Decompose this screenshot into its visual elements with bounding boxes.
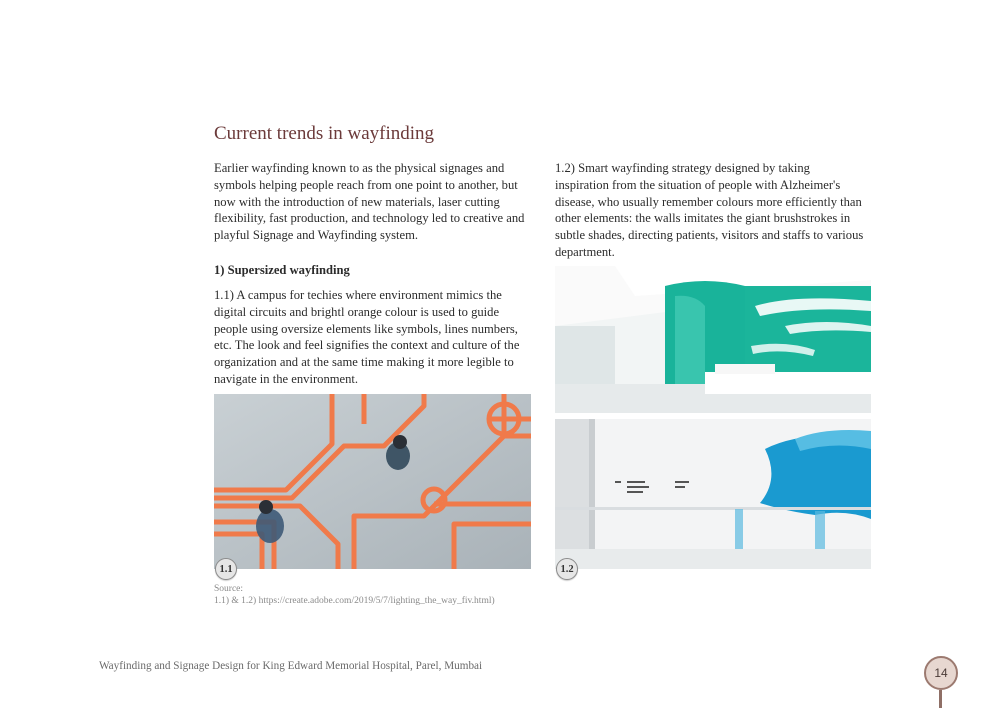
figure-1-2-bottom-image [555,419,871,569]
footer-title: Wayfinding and Signage Design for King Edward Memorial Hospital, Parel, Mumbai [99,660,483,672]
intro-paragraph: Earlier wayfinding known to as the physical signages and symbols helping people reach from one point to another, but now with the introduction of new materials, laser cutting flexibility, fast production, and technology led to creative and playful Signage and Wayfinding system. [214,161,525,243]
paragraph-1-1: 1.1) A campus for techies where environment mimics the digital circuits and brightl orange colour is used to guide people using oversize elements like symbols, lines numbers, etc. The look and feel signifies the context and culture of the organization and at the same time making it more legible to navigate in the environment. [214,288,520,386]
source-citation: 1.1) & 1.2) https://create.adobe.com/2019/5/7/lighting_the_way_fiv.html) [214,596,495,606]
page-marker-line [939,690,942,708]
figure-1-1-image [214,394,531,569]
source-label: Source: [214,584,244,594]
section-heading: 1) Supersized wayfinding [214,263,350,277]
figure-1-2-top-image [555,266,871,413]
paragraph-1-2: 1.2) Smart wayfinding strategy designed by taking inspiration from the situation of people with Alzheimer's disease, who usually remember colours more efficiently than other elements: the walls imitates the giant brushstrokes in subtle shades, directing patients, visitors and staffs to various department. [555,161,864,259]
page-title: Current trends in wayfinding [214,123,435,144]
page-number-badge: 14 [924,656,958,690]
figure-label-1-1: 1.1 [215,558,237,580]
figure-label-1-2: 1.2 [556,558,578,580]
